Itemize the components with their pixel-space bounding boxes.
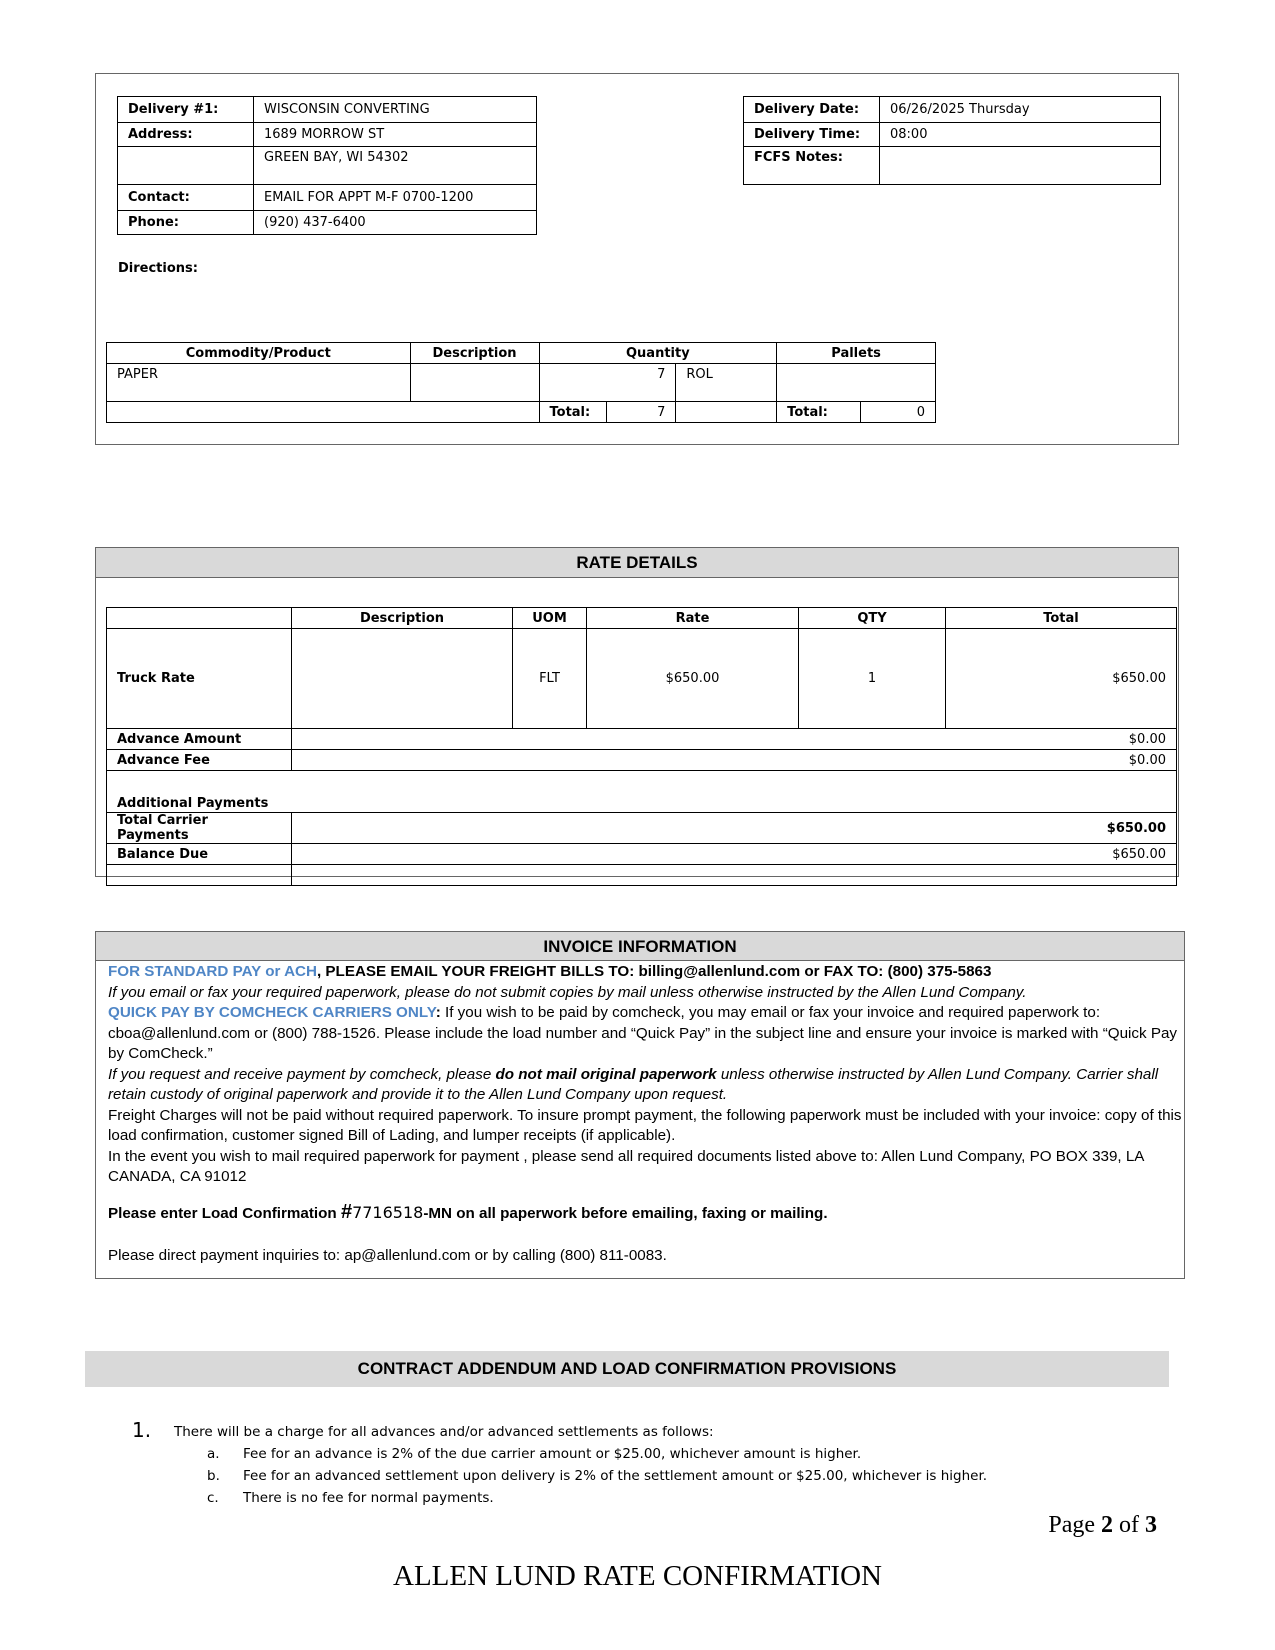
quick-pay-colon: : <box>435 1004 441 1021</box>
delivery-label: Delivery #1: <box>118 97 254 123</box>
total-pallets-value: 0 <box>861 402 936 423</box>
delivery-time-value: 08:00 <box>880 123 1161 147</box>
total-qty-label: Total: <box>539 402 607 423</box>
advance-fee-value: $0.00 <box>292 750 1177 771</box>
rate-uom-header: UOM <box>513 608 587 629</box>
load-confirmation-hash: # <box>340 1201 353 1223</box>
truck-rate-rate: $650.00 <box>587 629 799 729</box>
unit-cell: ROL <box>676 364 777 402</box>
total-carrier-value: $650.00 <box>292 813 1177 844</box>
invoice-comcheck-note <box>108 1065 1188 1106</box>
comcheck-note-emphasis: do not mail original paperwork <box>495 1065 717 1083</box>
pallets-cell <box>777 364 936 402</box>
load-confirmation-a: Please enter Load Confirmation <box>108 1205 341 1222</box>
description-header: Description <box>410 343 539 364</box>
delivery-name: WISCONSIN CONVERTING <box>254 97 537 123</box>
total-qty-value: 7 <box>607 402 676 423</box>
addendum-subitem-a-text: Fee for an advance is 2% of the due carrier amount or $25.00, whichever amount is higher. <box>243 1446 862 1462</box>
quick-pay-heading: QUICK PAY BY COMCHECK CARRIERS ONLY <box>108 1004 436 1021</box>
advance-amount-label: Advance Amount <box>107 729 292 750</box>
rate-empty-row-label <box>107 865 292 886</box>
invoice-freight-charges: Freight Charges will not be paid without required paperwork. To insure prompt payment, the following paperwork must be included with your invoice: copy of this load confirmation, customer signed Bill of Lading, and lumper receipts (if applicable). <box>108 1106 1182 1144</box>
truck-rate-qty: 1 <box>799 629 946 729</box>
phone-value: (920) 437-6400 <box>254 211 537 235</box>
rate-qty-header: QTY <box>799 608 946 629</box>
addendum-subitem-c-text: There is no fee for normal payments. <box>243 1490 494 1506</box>
phone-label: Phone: <box>118 211 254 235</box>
comcheck-note-a: If you request and receive payment by comcheck, please <box>108 1065 496 1083</box>
invoice-title: INVOICE INFORMATION <box>96 932 1184 961</box>
page-of: of <box>1113 1512 1145 1538</box>
invoice-no-mail-note: If you email or fax your required paperwork, please do not submit copies by mail unless otherwise instructed by the Allen Lund Company. <box>108 983 1027 1001</box>
truck-rate-total: $650.00 <box>946 629 1177 729</box>
advance-fee-label: Advance Fee <box>107 750 292 771</box>
addendum-subitem-a-marker: a. <box>207 1446 220 1462</box>
address-line1: 1689 MORROW ST <box>254 123 537 147</box>
quantity-cell: 7 <box>539 364 676 402</box>
contact-label: Contact: <box>118 185 254 211</box>
invoice-payment-inquiries: Please direct payment inquiries to: ap@allenlund.com or by calling (800) 811-0083. <box>108 1247 667 1264</box>
load-confirmation-b: -MN on all paperwork before emailing, faxing or mailing. <box>423 1205 828 1222</box>
rate-rate-header: Rate <box>587 608 799 629</box>
standard-pay-heading: FOR STANDARD PAY or ACH <box>108 963 317 980</box>
addendum-title: CONTRACT ADDENDUM AND LOAD CONFIRMATION PROVISIONS <box>85 1351 1169 1387</box>
delivery-date-label: Delivery Date: <box>744 97 880 123</box>
page-current: 2 <box>1101 1512 1113 1538</box>
delivery-time-label: Delivery Time: <box>744 123 880 147</box>
delivery-address-table <box>117 96 537 235</box>
rate-empty-row-value <box>292 865 1177 886</box>
quantity-header: Quantity <box>539 343 777 364</box>
total-carrier-label: Total Carrier Payments <box>107 813 292 844</box>
invoice-quick-pay <box>108 1003 1188 1065</box>
document-footer-title: ALLEN LUND RATE CONFIRMATION <box>393 1560 882 1592</box>
contact-value: EMAIL FOR APPT M-F 0700-1200 <box>254 185 537 211</box>
address-label: Address: <box>118 123 254 147</box>
total-row-empty <box>107 402 540 423</box>
quick-pay-instructions: If you wish to be paid by comcheck, you may email or fax your invoice and required paperwork to: cboa@allenlund.com or (800) 788-1526. Please include the load number and “Quick Pay” in the subject line and ensure your invoice is marked with “Quick Pay by ComCheck.” <box>108 1004 1177 1062</box>
truck-rate-label: Truck Rate <box>107 629 292 729</box>
address-empty-cell <box>118 147 254 185</box>
page-prefix: Page <box>1048 1512 1101 1538</box>
directions-label: Directions: <box>118 261 198 276</box>
truck-rate-description <box>292 629 513 729</box>
product-description-cell <box>410 364 539 402</box>
invoice-standard-pay <box>108 962 1188 983</box>
rate-details-title: RATE DETAILS <box>96 548 1178 578</box>
delivery-date-value: 06/26/2025 Thursday <box>880 97 1161 123</box>
addendum-subitem-b-marker: b. <box>207 1468 220 1484</box>
comcheck-note-c: unless otherwise instructed by Allen Lund Company. Carrier shall retain custody of original paperwork and provide it to the Allen Lund Company upon request. <box>108 1065 1159 1103</box>
standard-pay-instructions: , PLEASE EMAIL YOUR FREIGHT BILLS TO: billing@allenlund.com or FAX TO: (800) 375-5863 <box>316 963 992 980</box>
advance-amount-value: $0.00 <box>292 729 1177 750</box>
addendum-item-number: 1. <box>132 1418 152 1442</box>
commodity-table <box>106 342 936 423</box>
fcfs-label: FCFS Notes: <box>744 147 880 185</box>
rate-description-header: Description <box>292 608 513 629</box>
address-line2: GREEN BAY, WI 54302 <box>254 147 537 185</box>
commodity-header: Commodity/Product <box>107 343 411 364</box>
invoice-mail-address: In the event you wish to mail required paperwork for payment , please send all required documents listed above to: Allen Lund Company, PO BOX 339, LA CANADA, CA 91012 <box>108 1147 1144 1185</box>
addendum-subitem-b-text: Fee for an advanced settlement upon delivery is 2% of the settlement amount or $25.00, whichever is higher. <box>243 1468 988 1484</box>
load-confirmation-number: 7716518 <box>352 1203 424 1222</box>
total-unit-empty <box>676 402 777 423</box>
addendum-subitem-c-marker: c. <box>207 1490 219 1506</box>
fcfs-value <box>880 147 1161 185</box>
total-pallets-label: Total: <box>777 402 861 423</box>
page-total: 3 <box>1145 1512 1157 1538</box>
page-number <box>1048 1512 1157 1539</box>
rate-header-empty <box>107 608 292 629</box>
balance-due-value: $650.00 <box>292 844 1177 865</box>
delivery-date-table <box>743 96 1161 185</box>
product-cell: PAPER <box>107 364 411 402</box>
invoice-load-confirmation <box>108 1200 1188 1226</box>
additional-payments-label: Additional Payments <box>107 771 1177 813</box>
rate-total-header: Total <box>946 608 1177 629</box>
addendum-item-text: There will be a charge for all advances and/or advanced settlements as follows: <box>174 1424 714 1440</box>
rate-table <box>106 607 1177 886</box>
balance-due-label: Balance Due <box>107 844 292 865</box>
truck-rate-uom: FLT <box>513 629 587 729</box>
pallets-header: Pallets <box>777 343 936 364</box>
